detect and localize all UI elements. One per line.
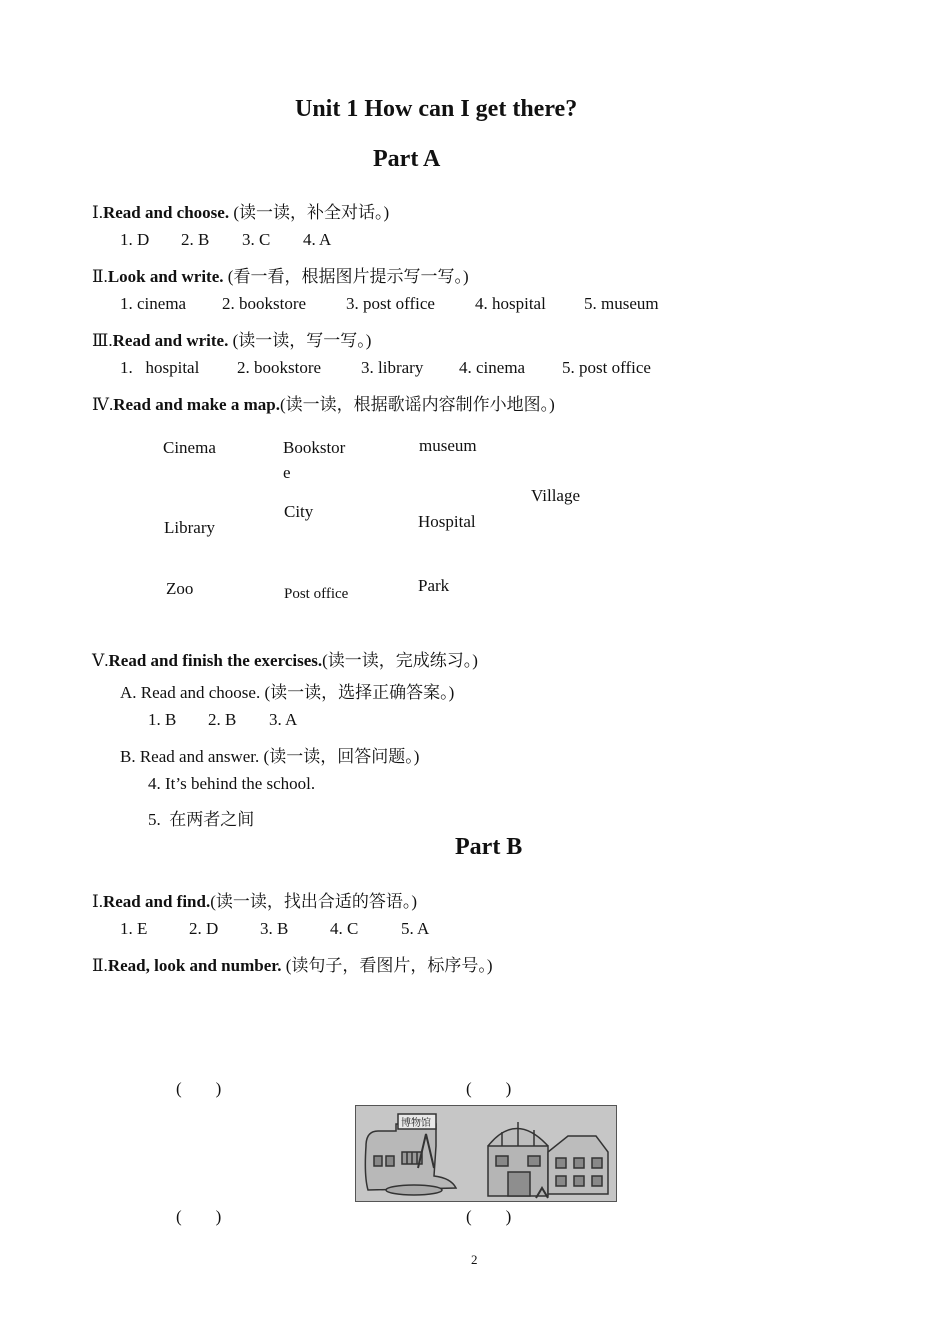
section-label: Read, look and number. <box>107 956 282 975</box>
number-blank[interactable]: ( ) <box>466 1207 512 1226</box>
answer: 3. B <box>260 919 289 938</box>
part-a-section-4 <box>92 390 555 415</box>
answer: 3. post office <box>346 294 435 313</box>
section-number: Ⅳ. <box>92 395 114 414</box>
section-label: Read and choose. <box>102 203 230 222</box>
map-post-office: Post office <box>284 586 349 602</box>
map-city: City <box>284 502 314 521</box>
answer-5: 5. 在两者之间 <box>148 810 255 829</box>
map-zoo: Zoo <box>166 579 194 598</box>
subsection-a-answers <box>148 710 297 730</box>
answer: 5. museum <box>584 294 659 313</box>
section-number: Ⅲ. <box>92 331 113 350</box>
map-bookstore: Bookstor <box>283 438 346 457</box>
map-bookstore-wrap: e <box>283 463 291 482</box>
answer: 3. A <box>269 710 298 729</box>
map-cinema: Cinema <box>163 438 216 457</box>
section-instruction: (读一读，完成练习。) <box>322 651 478 670</box>
number-blank[interactable]: ( ) <box>176 1207 222 1226</box>
part-b-section-2 <box>92 951 493 976</box>
answer: 2. bookstore <box>222 294 307 313</box>
answer: 1. hospital <box>120 358 200 377</box>
part-a-section-3-answers <box>120 358 651 378</box>
section-label: Read and find. <box>102 892 211 911</box>
subsection-label: A. Read and choose. <box>120 683 261 702</box>
page-title: Unit 1 How can I get there? <box>295 96 578 122</box>
section-number: Ⅰ. <box>92 203 103 222</box>
part-a-section-5 <box>92 646 478 671</box>
section-instruction: (读一读，补全对话。) <box>229 203 390 222</box>
answer: 4. hospital <box>475 294 546 313</box>
part-a-section-2 <box>92 262 469 287</box>
section-label: Read and finish the exercises. <box>108 651 323 670</box>
subsection-label: B. Read and answer. <box>120 747 260 766</box>
answer: 1. B <box>148 710 177 729</box>
part-b-section-1-answers <box>120 919 429 939</box>
part-a-section-2-answers <box>120 294 659 314</box>
answer: 1. D <box>120 230 150 249</box>
section-instruction: (读一读，写一写。) <box>228 331 372 350</box>
section-instruction: (读句子，看图片，标序号。) <box>281 956 493 975</box>
section-number: Ⅰ. <box>92 892 103 911</box>
subsection-a <box>120 678 454 703</box>
part-a-heading: Part A <box>373 146 441 172</box>
section-label: Read and write. <box>112 331 229 350</box>
number-blank[interactable]: ( ) <box>466 1079 512 1098</box>
map-park: Park <box>418 576 450 595</box>
page-number: 2 <box>471 1252 478 1267</box>
section-instruction: (读一读，找出合适的答语。) <box>210 892 418 911</box>
section-instruction: (读一读，根据歌谣内容制作小地图。) <box>279 395 555 414</box>
part-a-section-1-answers <box>120 230 331 250</box>
part-a-section-1 <box>92 198 389 223</box>
map-museum: museum <box>419 436 477 455</box>
section-instruction: (看一看，根据图片提示写一写。) <box>223 267 469 286</box>
section-number: Ⅱ. <box>92 956 108 975</box>
answer: 2. D <box>189 919 219 938</box>
part-a-section-3 <box>92 326 371 351</box>
museum-hospital-picture <box>355 1105 617 1202</box>
map-village: Village <box>531 486 581 505</box>
museum-sign-text: 博物馆 <box>401 1118 431 1129</box>
answer: 1. cinema <box>120 294 187 313</box>
answer: 4. A <box>303 230 332 249</box>
section-number: Ⅴ. <box>92 651 109 670</box>
answer: 1. E <box>120 919 148 938</box>
answer: 4. cinema <box>459 358 526 377</box>
section-label: Look and write. <box>107 267 224 286</box>
answer-4: 4. It’s behind the school. <box>148 774 316 793</box>
section-label: Read and make a map. <box>113 395 280 414</box>
subsection-instruction: (读一读，回答问题。) <box>259 747 420 766</box>
answer: 2. B <box>208 710 237 729</box>
map-library: Library <box>164 518 215 537</box>
map-hospital: Hospital <box>418 512 476 531</box>
subsection-b <box>120 742 419 767</box>
section-number: Ⅱ. <box>92 267 108 286</box>
subsection-instruction: (读一读，选择正确答案。) <box>260 683 455 702</box>
building-sketch <box>356 1106 616 1201</box>
answer: 2. B <box>181 230 210 249</box>
answer: 3. library <box>361 358 424 377</box>
part-b-section-1 <box>92 887 417 912</box>
answer: 3. C <box>242 230 271 249</box>
part-b-heading: Part B <box>455 834 523 860</box>
answer: 2. bookstore <box>237 358 322 377</box>
number-blank[interactable]: ( ) <box>176 1079 222 1098</box>
answer: 5. post office <box>562 358 651 377</box>
answer: 4. C <box>330 919 359 938</box>
answer: 5. A <box>401 919 430 938</box>
